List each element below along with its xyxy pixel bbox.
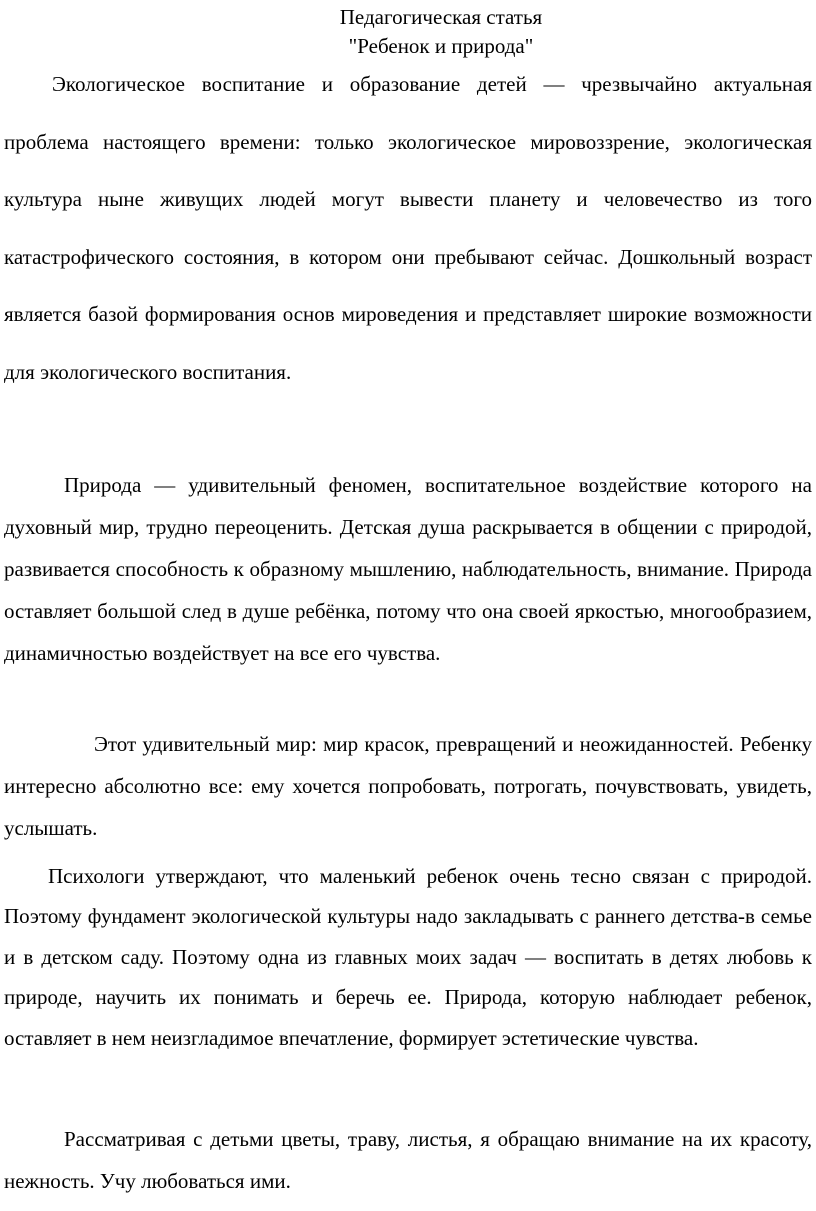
paragraph-psychologists: Психологи утверждают, что маленький ребенок очень тесно связан с природой. Поэтому фундамент экологической культуры надо закладывать с раннего детства-в семье и в детском саду. Поэтому одна из главных моих задач — воспитать в детях любовь к природе, научить их понимать и беречь ее. Природа, которую наблюдает ребенок, оставляет в нем неизгладимое впечатление, формирует эстетические чувства. <box>4 864 812 1050</box>
paragraph-looking-at-flowers: Рассматривая с детьми цветы, траву, листья, я обращаю внимание на их красоту, нежность. Учу любоваться ими. <box>4 1127 812 1193</box>
paragraph-amazing-world: Этот удивительный мир: мир красок, превращений и неожиданностей. Ребенку интересно абсолютно все: ему хочется попробовать, потрогать, почувствовать, увидеть, услышать. <box>4 732 812 840</box>
article-type-heading: Педагогическая статья <box>339 5 543 29</box>
paragraph-nature-phenomenon: Природа — удивительный феномен, воспитательное воздействие которого на духовный мир, трудно переоценить. Детская душа раскрывается в общении с природой, развивается способность к образному мышлению, наблюдательность, внимание. Природа оставляет большой след в душе ребёнка, потому что она своей яркостью, многообразием, динамичностью воздействует на все его чувства. <box>4 473 812 665</box>
paragraph-ecological-education: Экологическое воспитание и образование детей — чрезвычайно актуальная проблема настоящего времени: только экологическое мировоззрение, экологическая культура ныне живущих людей могут вывести планету и человечество из того катастрофического состояния, в котором они пребывают сейчас. Дошкольный возраст является базой формирования основ мироведения и представляет широкие возможности для экологического воспитания. <box>4 72 812 384</box>
article-title: "Ребенок и природа" <box>348 34 534 58</box>
